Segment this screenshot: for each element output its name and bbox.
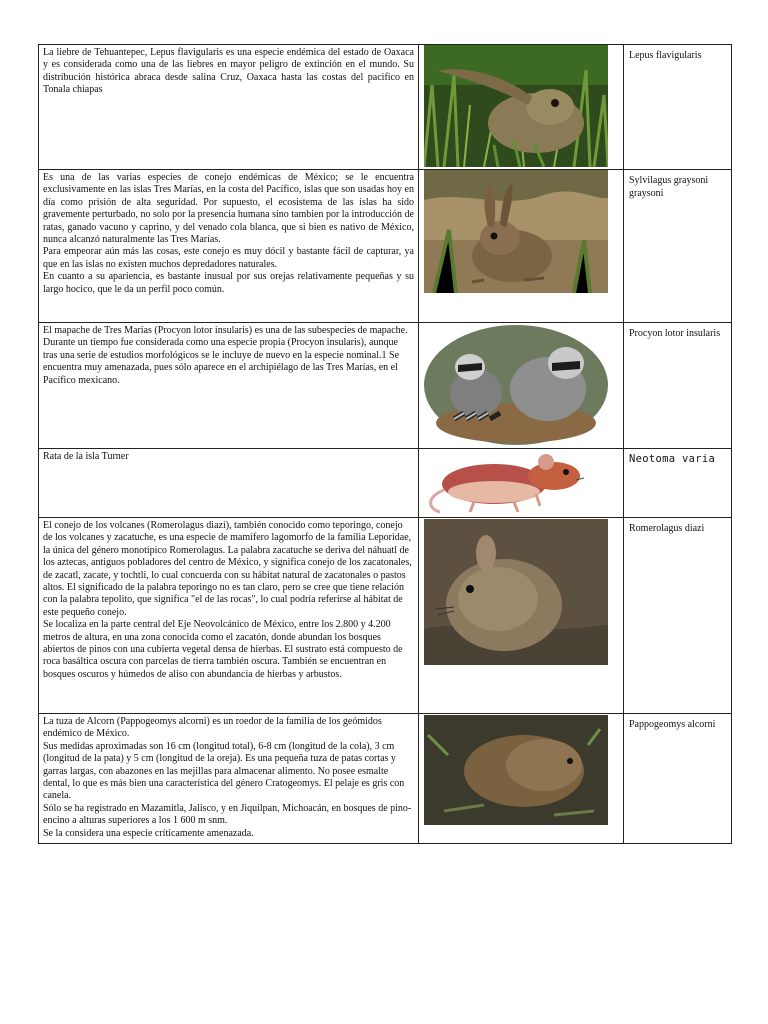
scientific-name-cell bbox=[624, 449, 732, 518]
description-cell bbox=[39, 449, 419, 518]
raccoon-photo-icon bbox=[424, 323, 608, 445]
description-text: El mapache de Tres Marías (Procyon lotor insularis) es una de las subespecies de mapache. Durante un tiempo fue considerada como una especie propia (Procyon insularis), aunque tras una serie de estudios morfológicos se le incluye de nuevo en la especie nominal.1 Se encuentra muy amenazada, pues sólo aparece en el archipiélago de las Tres Marías, en el Pacífico mexicano. bbox=[43, 325, 408, 386]
image-cell bbox=[419, 714, 624, 844]
scientific-name: Lepus flavigularis bbox=[629, 50, 702, 61]
rabbit-photo-icon bbox=[424, 170, 608, 293]
table-row bbox=[39, 449, 732, 518]
image-cell bbox=[419, 323, 624, 449]
description-text: Sólo se ha registrado en Mazamitla, Jalisco, y en Jiquilpan, Michoacán, en bosques de pino-encino a alturas superiores a los 1 600 m snm. bbox=[43, 802, 412, 827]
description-cell bbox=[39, 323, 419, 449]
description-text: La tuza de Alcorn (Pappogeomys alcorni) es un roedor de la familia de los geómidos endémico de México. bbox=[43, 716, 382, 740]
scientific-name-cell bbox=[624, 518, 732, 714]
description-cell bbox=[39, 518, 419, 714]
description-text: La liebre de Tehuantepec, Lepus flavigularis es una especie endémica del estado de Oaxaca y es considerada como una de las liebres en mayor peligro de extinción en el mundo. Su distribución histórica abraca desde salina Cruz, Oaxaca hasta las costas del pacifico en Tonala chiapas bbox=[43, 47, 414, 96]
table-row bbox=[39, 518, 732, 714]
description-text: Se localiza en la parte central del Eje Neovolcánico de México, entre los 2.800 y 4.200 metros de altura, en una zona conocida como el zacatón, donde abundan los bosques abiertos de pinos con una cubierta vegetal densa de hierbas. El sustrato está compuesto de roca basáltica oscura con parcelas de tierra también oscura. También se encuentran en bosques oscuros y húmedos de aliso con abundancia de hierbas y arbustos. bbox=[43, 619, 403, 680]
scientific-name: Pappogeomys alcorni bbox=[629, 719, 716, 730]
image-cell bbox=[419, 45, 624, 170]
scientific-name-cell bbox=[624, 323, 732, 449]
scientific-name-cell bbox=[624, 45, 732, 170]
woodrat-illustration-icon bbox=[424, 450, 608, 516]
description-text: Para empeorar aún más las cosas, este conejo es muy dócil y bastante fácil de capturar, ya que en las islas no existen muchos depredadores naturales. bbox=[43, 246, 414, 270]
scientific-name-cell bbox=[624, 714, 732, 844]
description-text: En cuanto a su apariencia, es bastante inusual por sus orejas relativamente pequeñas y su largo hocico, que le da un perfil poco común. bbox=[43, 271, 414, 295]
species-table bbox=[38, 44, 732, 844]
scientific-name: Romerolagus diazi bbox=[629, 523, 705, 534]
description-cell bbox=[39, 170, 419, 323]
description-text: Es una de las varias especies de conejo endémicas de México; se le encuentra exclusivamente en las islas Tres Marías, en la costa del Pacífico, islas que son usadas hoy en día como prisión de alta seguridad. Por supuesto, el ecosistema de las islas ha sido gravemente perturbado, no solo por la presencia humana sino tambien por la introducción de ratas, ganado vacuno y caprino, y del venado cola blanca, que si bien es nativo de México, nunca alcanzó naturalmente las Tres Marías. bbox=[43, 172, 414, 246]
description-text: Rata de la isla Turner bbox=[43, 451, 129, 462]
description-text: El conejo de los volcanes (Romerolagus diazi), también conocido como teporingo, conejo de los volcanes y zacatuche, es una especie de mamífero lagomorfo de la familia Leporidae, la única del género monotípico Romerolagus. La palabra zacatuche se deriva del náhuatl de los aztecas, antiguos pobladores del centro de México, y significa conejo de los zacatonales, de zacatl, zacate, y tochtli, lo cual concuerda con su hábitat natural de zacatonales o pastos altos. El significado de la palabra teporingo no es tan claro, pero se cree que tiene relación con la palabra tepolito, que significa "el de las rocas", lo cual podría referirse al hábitat de este pequeño conejo. bbox=[43, 520, 412, 618]
description-cell bbox=[39, 714, 419, 844]
image-cell bbox=[419, 170, 624, 323]
image-cell bbox=[419, 449, 624, 518]
volcano-rabbit-photo-icon bbox=[424, 519, 608, 665]
scientific-name: Sylvilagus graysoni graysoni bbox=[629, 175, 709, 199]
table-row bbox=[39, 323, 732, 449]
gopher-photo-icon bbox=[424, 715, 608, 825]
table-row bbox=[39, 45, 732, 170]
image-cell bbox=[419, 518, 624, 714]
scientific-name: Procyon lotor insularis bbox=[629, 328, 721, 339]
description-cell bbox=[39, 45, 419, 170]
table-row bbox=[39, 170, 732, 323]
scientific-name-cell bbox=[624, 170, 732, 323]
hare-photo-icon bbox=[424, 45, 608, 167]
description-text: Sus medidas aproximadas son 16 cm (longitud total), 6-8 cm (longitud de la cola), 3 cm (longitud de la pata) y 5 cm (longitud de la oreja). Es una pequeña tuza de patas cortas y garras largas, con abazones en las mejillas para almacenar alimento. No posee esmalte dental, lo que es más bien una característica del género Cratogeomys. El pelaje es gris con canela. bbox=[43, 740, 405, 802]
table-row bbox=[39, 714, 732, 844]
scientific-name: Neotoma varia bbox=[629, 453, 716, 465]
description-text: Se la considera una especie críticamente amenazada. bbox=[43, 827, 254, 839]
